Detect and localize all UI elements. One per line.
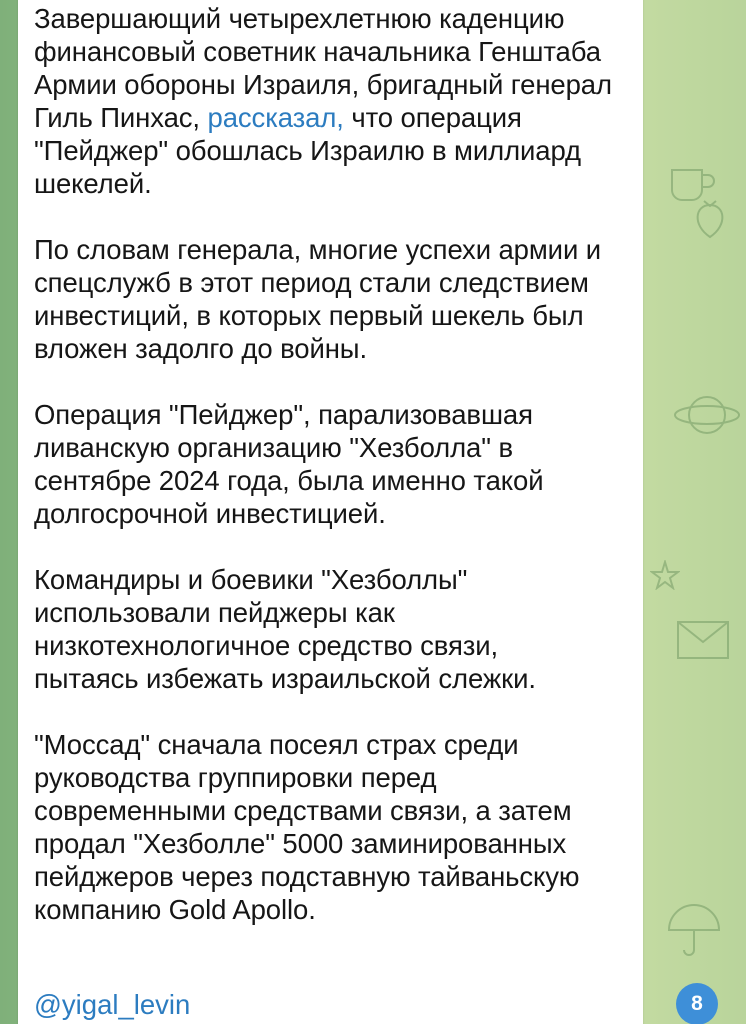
planet-icon	[672, 380, 742, 450]
star-icon	[650, 560, 680, 590]
message-paragraph: По словам генерала, многие успехи армии и спецслужб в этот период стали следствием инвестиций, в которых первый шекель был вложен задолго до войны.	[34, 234, 602, 364]
message-text	[34, 2, 634, 959]
source-link[interactable]: рассказал,	[207, 102, 344, 133]
message-paragraph: Командиры и боевики "Хезболлы" использовали пейджеры как низкотехнологичное средство связи, пытаясь избежать израильской слежки.	[34, 564, 536, 694]
message-paragraph	[34, 2, 634, 200]
unread-count-badge[interactable]: 8	[676, 983, 718, 1024]
message-paragraph: "Моссад" сначала посеял страх среди руководства группировки перед современными средствами связи, а затем продал "Хезболле" 5000 заминированных пейджеров через подставную тайваньскую компанию Gold Apollo.	[34, 729, 580, 925]
paragraph-text: Завершающий четырехлетнюю каденцию финансовый советник начальника Генштаба Армии обороны Израиля, бригадный генерал Гиль Пинхас,	[34, 3, 612, 133]
message-paragraph: Операция "Пейджер", парализовавшая ливанскую организацию "Хезболла" в сентябре 2024 года, была именно такой долгосрочной инвестицией.	[34, 399, 544, 529]
strawberry-icon	[690, 195, 730, 241]
envelope-icon	[676, 620, 730, 660]
channel-mention-link[interactable]: @yigal_levin	[34, 989, 191, 1020]
umbrella-icon	[664, 900, 724, 960]
paragraph-text: что операция "Пейджер" обошлась Израилю в миллиард шекелей.	[34, 102, 581, 199]
